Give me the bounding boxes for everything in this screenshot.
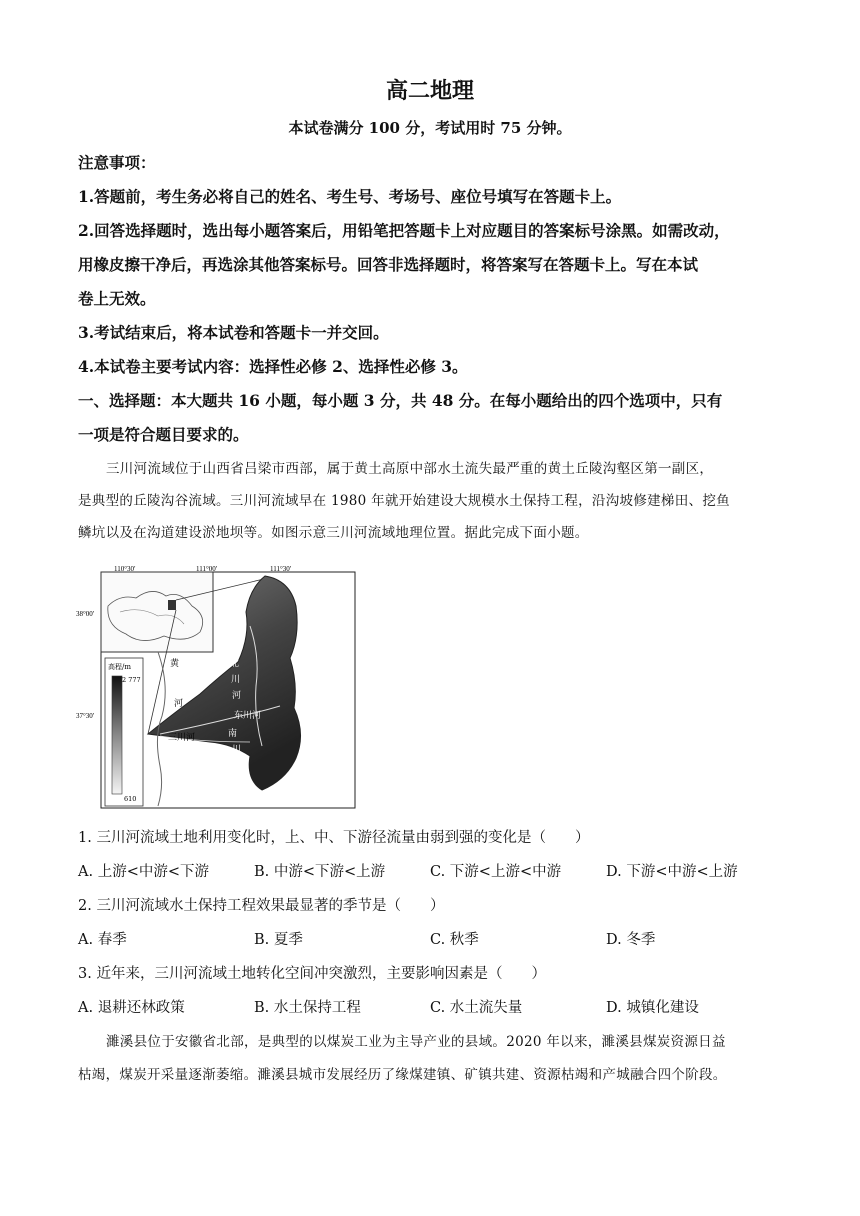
legend-max: 2 777: [122, 676, 141, 684]
option-b: B. 中游<下游<上游: [254, 864, 386, 880]
notice-line: 2.回答选择题时，选出每小题答案后，用铅笔把答题卡上对应题目的答案标号涂黑。如需改动，: [78, 221, 730, 240]
river-label: 东川河: [234, 711, 262, 721]
river-label: 黄: [170, 659, 180, 669]
sanchuan-basin-map: [76, 565, 358, 809]
passage-line: 三川河流域位于山西省吕梁市西部，属于黄土高原中部水土流失最严重的黄土丘陵沟壑区第一副区，: [106, 461, 714, 477]
river-label: 川: [232, 745, 242, 755]
lon-label: 110°30′: [114, 565, 136, 573]
option-a: A. 退耕还林政策: [78, 1000, 185, 1016]
river-label: 川: [231, 675, 241, 685]
option-a: A. 春季: [78, 932, 127, 948]
river-label: 三川河: [168, 733, 196, 743]
passage-line: 鳞坑以及在沟道建设淤地坝等。如图示意三川河流域地理位置。据此完成下面小题。: [78, 525, 589, 541]
option-d: D. 下游<中游<上游: [606, 864, 738, 880]
question-stem: 3. 近年来，三川河流域土地转化空间冲突激烈，主要影响因素是（ ）: [78, 966, 546, 982]
river-label: 河: [174, 699, 184, 709]
page-title: 高二地理: [385, 78, 474, 104]
option-d: D. 城镇化建设: [606, 1000, 699, 1016]
option-b: B. 水土保持工程: [254, 1000, 361, 1016]
river-label: 河: [232, 691, 242, 701]
section-heading: 一项是符合题目要求的。: [78, 425, 249, 444]
notice-line: 4.本试卷主要考试内容：选择性必修 2、选择性必修 3。: [78, 357, 468, 376]
question-stem: 1. 三川河流域土地利用变化时，上、中、下游径流量由弱到强的变化是（ ）: [78, 830, 590, 846]
legend-title: 高程/m: [108, 663, 131, 671]
river-label: 南: [228, 729, 238, 739]
option-c: C. 秋季: [430, 932, 479, 948]
river-label: 北: [230, 659, 240, 669]
exam-info: 本试卷满分 100 分，考试用时 75 分钟。: [288, 119, 572, 137]
option-d: D. 冬季: [606, 932, 656, 948]
lat-label: 37°30′: [76, 712, 95, 720]
section-heading: 一、选择题：本大题共 16 小题，每小题 3 分，共 48 分。在每小题给出的四个选项中，只有: [78, 391, 723, 410]
inset-map: [101, 572, 213, 652]
option-b: B. 夏季: [254, 932, 303, 948]
lon-label: 111°30′: [270, 565, 292, 573]
notice-line: 1.答题前，考生务必将自己的姓名、考生号、考场号、座位号填写在答题卡上。: [78, 187, 622, 206]
passage-line: 是典型的丘陵沟谷流域。三川河流域早在 1980 年就开始建设大规模水土保持工程，沿沟坡修建梯田、挖鱼: [78, 493, 730, 509]
notice-line: 3.考试结束后，将本试卷和答题卡一并交回。: [78, 323, 389, 342]
passage-line: 濉溪县位于安徽省北部，是典型的以煤炭工业为主导产业的县域。2020 年以来，濉溪县煤炭资源日益: [106, 1034, 726, 1050]
notice-line: 卷上无效。: [78, 289, 156, 308]
option-c: C. 水土流失量: [430, 1000, 523, 1016]
option-c: C. 下游<上游<中游: [430, 864, 562, 880]
river-label: 河: [236, 761, 246, 771]
notice-heading: 注意事项：: [78, 153, 156, 172]
option-a: A. 上游<中游<下游: [78, 864, 209, 880]
notice-line: 用橡皮擦干净后，再选涂其他答案标号。回答非选择题时，将答案写在答题卡上。写在本试: [78, 255, 699, 274]
passage-line: 枯竭，煤炭开采量逐渐萎缩。濉溪县城市发展经历了缘煤建镇、矿镇共建、资源枯竭和产城融合四个阶段。: [78, 1067, 727, 1083]
question-stem: 2. 三川河流域水土保持工程效果最显著的季节是（ ）: [78, 898, 445, 914]
lon-label: 111°00′: [196, 565, 218, 573]
legend-min: 610: [124, 795, 137, 803]
lat-label: 38°00′: [76, 610, 95, 618]
